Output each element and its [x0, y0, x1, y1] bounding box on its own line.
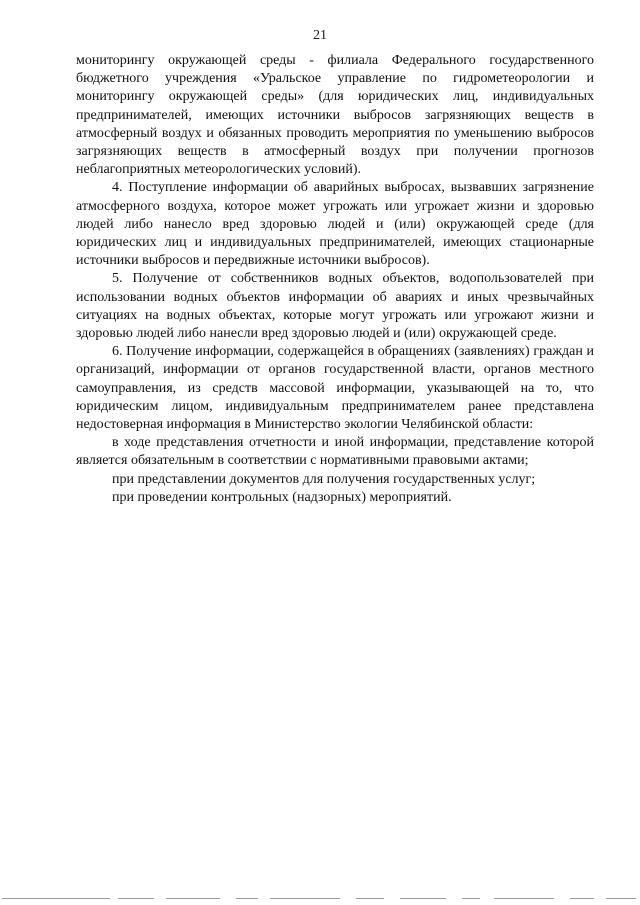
- paragraph-subitem-inspections: при проведении контрольных (надзорных) мероприятий.: [112, 489, 452, 505]
- paragraph-continuation: мониторингу окружающей среды - филиала Федерального государственного бюджетного учреждения «Уральское управление по гидрометеорологии и мониторингу окружающей среды» (для юридических лиц, индивидуальных предпринимателей, имеющих источники выбросов загрязняющих веществ в атмосферный воздух и обязанных проводить мероприятия по уменьшению выбросов загрязняющих веществ в атмосферный воздух при получении прогнозов неблагоприятных метеорологических условий).: [76, 53, 594, 178]
- paragraph-item-6: 6. Получение информации, содержащейся в обращениях (заявлениях) граждан и организаций, информации от органов государственной власти, органов местного самоуправления, из средств массовой информации, указывающей на то, что юридическим лицом, индивидуальным предпринимателем ранее представлена недостоверная информация в Министерство экологии Челябинской области:: [76, 344, 594, 433]
- scan-bottom-edge: [0, 898, 640, 901]
- document-body: [76, 52, 594, 507]
- page-number: 21: [313, 28, 327, 43]
- paragraph-subitem-services: при представлении документов для получения государственных услуг;: [112, 471, 536, 487]
- paragraph-subitem-reporting: в ходе представления отчетности и иной информации, представление которой является обязательным в соответствии с нормативными правовыми актами;: [76, 435, 594, 469]
- paragraph-item-5: 5. Получение от собственников водных объектов, водопользователей при использовании водных объектов информации об авариях и иных чрезвычайных ситуациях на водных объектах, которые могут угрожать или угрожают жизни и здоровью людей либо нанесли вред здоровью людей и (или) окружающей среде.: [76, 271, 594, 342]
- paragraph-item-4: 4. Поступление информации об аварийных выбросах, вызвавших загрязнение атмосферного воздуха, которое может угрожать или угрожает жизни и здоровью людей либо нанесло вред здоровью людей и (или) окружающей среде (для юридических лиц и индивидуальных предпринимателей, имеющих стационарные источники выбросов и передвижные источники выбросов).: [76, 180, 594, 269]
